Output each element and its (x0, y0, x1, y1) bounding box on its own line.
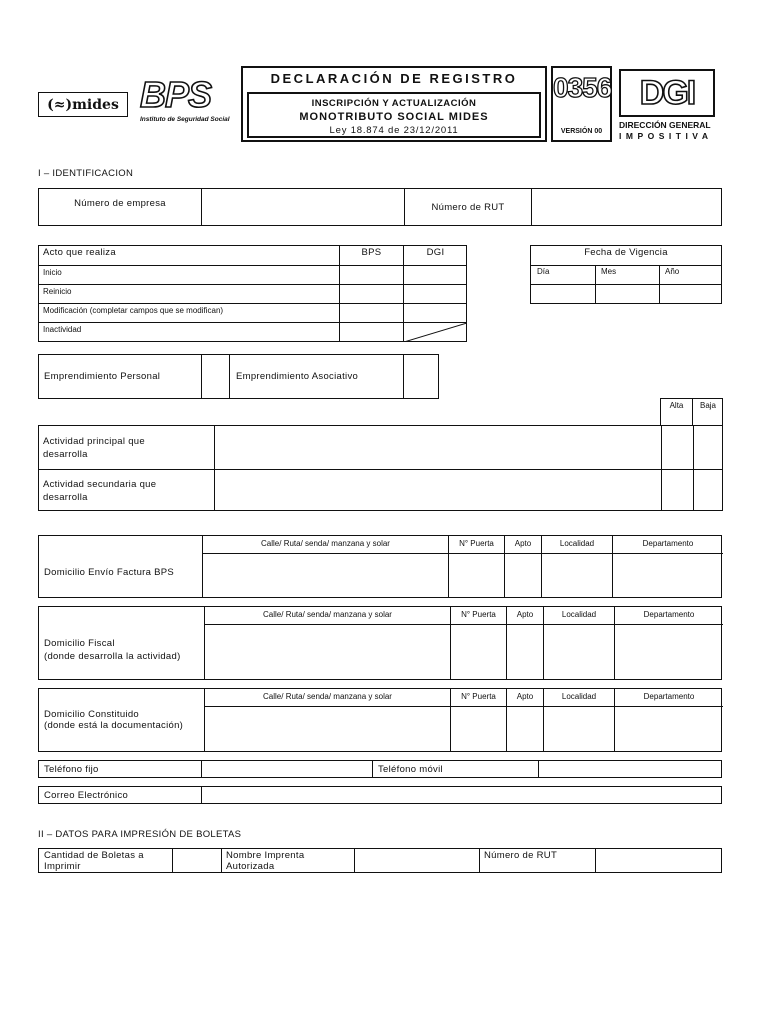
dom1-calle-field[interactable] (203, 554, 448, 598)
dom1-col-calle: Calle/ Ruta/ senda/ manzana y solar (261, 539, 390, 548)
dom3-localidad-field[interactable] (544, 707, 614, 752)
actividad-principal-line1: Actividad principal que (43, 436, 145, 447)
dom1-localidad-field[interactable] (542, 554, 612, 598)
dom3-col-calle: Calle/ Ruta/ senda/ manzana y solar (263, 692, 392, 701)
dom2-puerta-field[interactable] (451, 625, 506, 680)
numero-rut-input[interactable] (532, 189, 721, 225)
emprendimiento-asociativo-label: Emprendimiento Asociativo (230, 355, 404, 398)
cantidad-boletas-field[interactable] (173, 849, 221, 872)
dom1-puerta-field[interactable] (449, 554, 504, 598)
domicilio-bps-line1: Domicilio Envío Factura BPS (44, 567, 175, 578)
dom2-calle-field[interactable] (205, 625, 450, 680)
telefono-table (38, 760, 722, 778)
numero-rut-label: Número de RUT (405, 189, 532, 225)
acto-row-inicio: Inicio (43, 268, 62, 277)
section-boletas-title: II – DATOS PARA IMPRESIÓN DE BOLETAS (38, 829, 242, 840)
alta-baja-header (660, 398, 723, 426)
dom3-puerta-field[interactable] (451, 707, 506, 752)
boletas-rut-field[interactable] (596, 849, 721, 872)
domicilio-bps-table (38, 535, 722, 598)
boletas-rut-label: Número de RUT (484, 850, 558, 861)
baja-label: Baja (699, 401, 716, 410)
vigencia-anio-label: Año (665, 267, 680, 276)
emprendimiento-personal-label: Emprendimiento Personal (39, 355, 202, 398)
acto-row-modificacion: Modificación (completar campos que se modifican) (43, 306, 224, 315)
imprenta-label (226, 850, 304, 872)
actividad-rows (38, 425, 723, 511)
correo-table (38, 786, 722, 804)
checkbox-modificacion-bps[interactable] (340, 304, 403, 322)
dgi-logo (619, 69, 715, 117)
dom2-apto-field[interactable] (507, 625, 543, 680)
imprenta-field[interactable] (355, 849, 479, 872)
mides-logo (38, 92, 128, 117)
bps-logo-subtitle: Instituto de Seguridad Social (140, 116, 230, 123)
domicilio-fiscal-label (44, 637, 181, 663)
bps-logo-text: BPS (140, 74, 212, 115)
imprenta-line2: Autorizada (226, 861, 275, 872)
identificacion-table (38, 188, 722, 226)
acto-bps-header: BPS (361, 247, 382, 258)
alta-label: Alta (669, 401, 684, 410)
vigencia-dia-field[interactable] (531, 285, 595, 303)
header-title-box (241, 66, 547, 142)
checkbox-inicio-bps[interactable] (340, 266, 403, 284)
imprenta-line1: Nombre Imprenta (226, 850, 305, 861)
form-number-box (551, 66, 612, 142)
domicilio-fiscal-line2: (donde desarrolla la actividad) (44, 651, 181, 662)
numero-empresa-input[interactable] (202, 189, 404, 225)
vigencia-mes-field[interactable] (596, 285, 659, 303)
domicilio-fiscal-line1: Domicilio Fiscal (44, 638, 115, 649)
actividad-secundaria-field[interactable] (215, 470, 661, 511)
document-title: DECLARACIÓN DE REGISTRO (270, 71, 518, 86)
dom3-col-departamento: Departamento (643, 692, 695, 701)
header-inner-box (247, 92, 541, 138)
vigencia-mes-label: Mes (601, 267, 617, 276)
emprendimiento-table (38, 354, 439, 399)
dom3-col-puerta: N° Puerta (461, 692, 496, 701)
actividad-principal-line2: desarrolla (43, 449, 88, 460)
cantidad-boletas-line1: Cantidad de Boletas a (44, 850, 144, 861)
dom2-localidad-field[interactable] (544, 625, 614, 680)
dom2-departamento-field[interactable] (615, 625, 722, 680)
actividad-secundaria-line1: Actividad secundaria que (43, 479, 157, 490)
dom3-apto-field[interactable] (507, 707, 543, 752)
telefono-movil-input[interactable] (539, 761, 721, 777)
document-subtitle: INSCRIPCIÓN Y ACTUALIZACIÓN (311, 98, 477, 109)
acto-table (38, 245, 467, 342)
boletas-table (38, 848, 722, 873)
actividad-principal-alta[interactable] (662, 426, 693, 469)
domicilio-bps-label (44, 566, 174, 579)
dgi-line2: IMPOSITIVA (619, 131, 713, 141)
domicilio-constituido-table (38, 688, 722, 752)
correo-input[interactable] (202, 787, 721, 803)
acto-row-inactividad: Inactividad (43, 325, 82, 334)
dom3-col-localidad: Localidad (561, 692, 597, 701)
fecha-vigencia-title: Fecha de Vigencia (584, 247, 668, 258)
actividad-secundaria-label (43, 478, 156, 504)
actividad-secundaria-alta[interactable] (662, 470, 693, 511)
fecha-vigencia-table (530, 245, 722, 304)
dgi-logo-box (616, 66, 724, 142)
dom2-col-departamento: Departamento (643, 610, 695, 619)
actividad-table (38, 398, 723, 511)
actividad-secundaria-line2: desarrolla (43, 492, 88, 503)
telefono-fijo-input[interactable] (202, 761, 372, 777)
acto-dgi-header: DGI (426, 247, 445, 258)
actividad-secundaria-baja[interactable] (694, 470, 723, 511)
telefono-movil-field[interactable] (539, 761, 721, 777)
emprendimiento-asociativo-checkbox[interactable] (404, 355, 438, 398)
bol-v2 (221, 849, 222, 872)
domicilio-constituido-line2: (donde está la documentación) (44, 720, 184, 731)
correo-field[interactable] (202, 787, 721, 803)
document-law: Ley 18.874 de 23/12/2011 (329, 125, 459, 136)
telefono-fijo-label: Teléfono fijo (39, 761, 202, 777)
dom2-col-puerta: N° Puerta (461, 610, 496, 619)
dom2-col-localidad: Localidad (561, 610, 597, 619)
dom1-apto-field[interactable] (505, 554, 541, 598)
actividad-principal-baja[interactable] (694, 426, 723, 469)
domicilio-fiscal-table (38, 606, 722, 680)
dom1-col-puerta: N° Puerta (459, 539, 494, 548)
dom3-departamento-field[interactable] (615, 707, 722, 752)
checkbox-inicio-dgi[interactable] (404, 266, 467, 284)
dom2-col-apto: Apto (516, 610, 534, 619)
vigencia-anio-field[interactable] (660, 285, 722, 303)
bps-logo (138, 74, 238, 128)
vigencia-dia-label: Día (537, 267, 550, 276)
vig-hline-1 (531, 265, 721, 266)
domicilio-constituido-line1: Domicilio Constituido (44, 709, 140, 720)
dom2-col-calle: Calle/ Ruta/ senda/ manzana y solar (263, 610, 392, 619)
form-number: 0356 (553, 72, 612, 103)
acto-header: Acto que realiza (43, 247, 116, 258)
dgi-logo-text: DGI (639, 73, 695, 112)
numero-empresa-label: Número de empresa (39, 189, 202, 225)
dom3-col-apto: Apto (516, 692, 534, 701)
bol-v4 (479, 849, 480, 872)
dom1-departamento-field[interactable] (613, 554, 722, 598)
checkbox-reinicio-dgi[interactable] (404, 285, 467, 303)
telefono-movil-label: Teléfono móvil (373, 761, 539, 777)
inactividad-dgi-crossed-cell (404, 323, 467, 342)
actividad-principal-field[interactable] (215, 426, 661, 469)
emprendimiento-personal-checkbox[interactable] (202, 355, 230, 398)
correo-label: Correo Electrónico (39, 787, 202, 803)
actividad-principal-label (43, 435, 145, 461)
document-main-title: MONOTRIBUTO SOCIAL MIDES (299, 111, 489, 123)
dgi-line1: DIRECCIÓN GENERAL (619, 120, 711, 130)
checkbox-inactividad-bps[interactable] (340, 323, 403, 341)
section-identificacion-title: I – IDENTIFICACION (38, 168, 134, 179)
checkbox-reinicio-bps[interactable] (340, 285, 403, 303)
dom1-col-apto: Apto (514, 539, 532, 548)
mides-logo-text: (≈)mides (47, 96, 119, 113)
checkbox-modificacion-dgi[interactable] (404, 304, 467, 322)
cantidad-boletas-label (44, 850, 172, 872)
acto-row-reinicio: Reinicio (43, 287, 72, 296)
dom1-col-localidad: Localidad (559, 539, 595, 548)
domicilio-constituido-label (44, 709, 183, 731)
dom3-calle-field[interactable] (205, 707, 450, 752)
numero-empresa-field[interactable] (202, 189, 405, 225)
form-version: VERSIÓN 00 (560, 128, 603, 135)
dom1-col-departamento: Departamento (642, 539, 694, 548)
cantidad-boletas-line2: Imprimir (44, 861, 81, 872)
telefono-fijo-field[interactable] (202, 761, 373, 777)
numero-rut-field[interactable] (532, 189, 721, 225)
